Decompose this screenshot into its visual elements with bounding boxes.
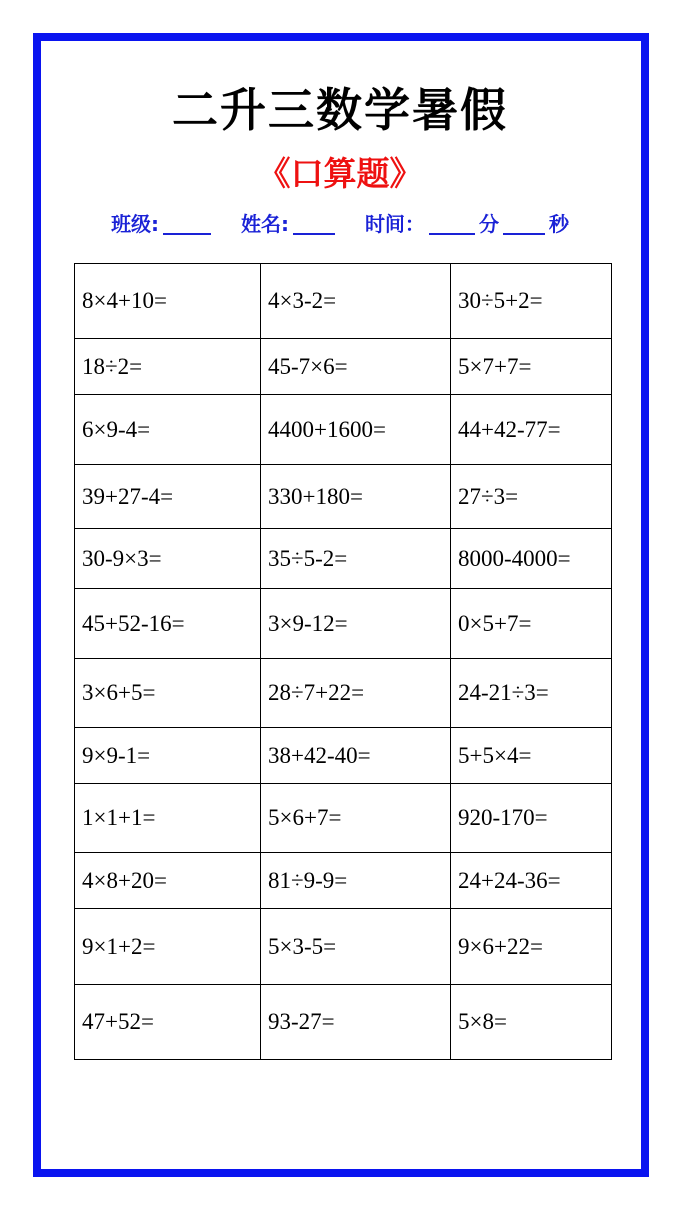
problem-cell: 5×8= xyxy=(451,985,612,1060)
table-row xyxy=(75,589,612,659)
table-row xyxy=(75,659,612,728)
problem-cell: 28÷7+22= xyxy=(261,659,451,728)
table-row xyxy=(75,264,612,339)
problem-cell: 93-27= xyxy=(261,985,451,1060)
seconds-blank[interactable] xyxy=(503,211,545,235)
problem-cell: 3×6+5= xyxy=(75,659,261,728)
page-subtitle: 《口算题》 xyxy=(257,154,423,193)
page-title: 二升三数学暑假 xyxy=(172,83,508,137)
problem-cell: 81÷9-9= xyxy=(261,853,451,909)
problem-table xyxy=(74,263,612,1060)
problem-cell: 18÷2= xyxy=(75,339,261,395)
problem-cell: 4×3-2= xyxy=(261,264,451,339)
table-row xyxy=(75,339,612,395)
problem-cell: 24+24-36= xyxy=(451,853,612,909)
table-row xyxy=(75,529,612,589)
student-info-line xyxy=(0,208,680,237)
class-label: 班级: xyxy=(111,212,160,236)
table-row xyxy=(75,465,612,529)
problem-cell: 5×7+7= xyxy=(451,339,612,395)
problem-cell: 27÷3= xyxy=(451,465,612,529)
problem-cell: 30÷5+2= xyxy=(451,264,612,339)
problem-cell: 920-170= xyxy=(451,784,612,853)
problem-cell: 44+42-77= xyxy=(451,395,612,465)
problem-cell: 4×8+20= xyxy=(75,853,261,909)
problem-cell: 5×3-5= xyxy=(261,909,451,985)
problem-cell: 9×1+2= xyxy=(75,909,261,985)
problem-cell: 9×9-1= xyxy=(75,728,261,784)
table-row xyxy=(75,728,612,784)
problem-cell: 4400+1600= xyxy=(261,395,451,465)
problem-cell: 45+52-16= xyxy=(75,589,261,659)
problem-cell: 5×6+7= xyxy=(261,784,451,853)
problem-cell: 45-7×6= xyxy=(261,339,451,395)
problem-cell: 39+27-4= xyxy=(75,465,261,529)
problem-cell: 38+42-40= xyxy=(261,728,451,784)
table-row xyxy=(75,395,612,465)
problem-cell: 8×4+10= xyxy=(75,264,261,339)
time-label: 时间： xyxy=(364,212,425,236)
problem-cell: 5+5×4= xyxy=(451,728,612,784)
class-blank[interactable] xyxy=(163,211,211,235)
name-label: 姓名: xyxy=(241,212,289,236)
problem-cell: 35÷5-2= xyxy=(261,529,451,589)
seconds-label: 秒 xyxy=(548,212,569,236)
problem-cell: 0×5+7= xyxy=(451,589,612,659)
problem-cell: 47+52= xyxy=(75,985,261,1060)
table-row xyxy=(75,985,612,1060)
table-row xyxy=(75,784,612,853)
problem-cell: 24-21÷3= xyxy=(451,659,612,728)
problem-cell: 30-9×3= xyxy=(75,529,261,589)
name-blank[interactable] xyxy=(293,211,335,235)
problem-cell: 330+180= xyxy=(261,465,451,529)
table-row xyxy=(75,853,612,909)
problem-cell: 6×9-4= xyxy=(75,395,261,465)
problem-cell: 1×1+1= xyxy=(75,784,261,853)
table-row xyxy=(75,909,612,985)
problem-cell: 3×9-12= xyxy=(261,589,451,659)
minutes-label: 分 xyxy=(478,212,499,236)
problem-cell: 9×6+22= xyxy=(451,909,612,985)
minutes-blank[interactable] xyxy=(429,211,475,235)
problem-cell: 8000-4000= xyxy=(451,529,612,589)
